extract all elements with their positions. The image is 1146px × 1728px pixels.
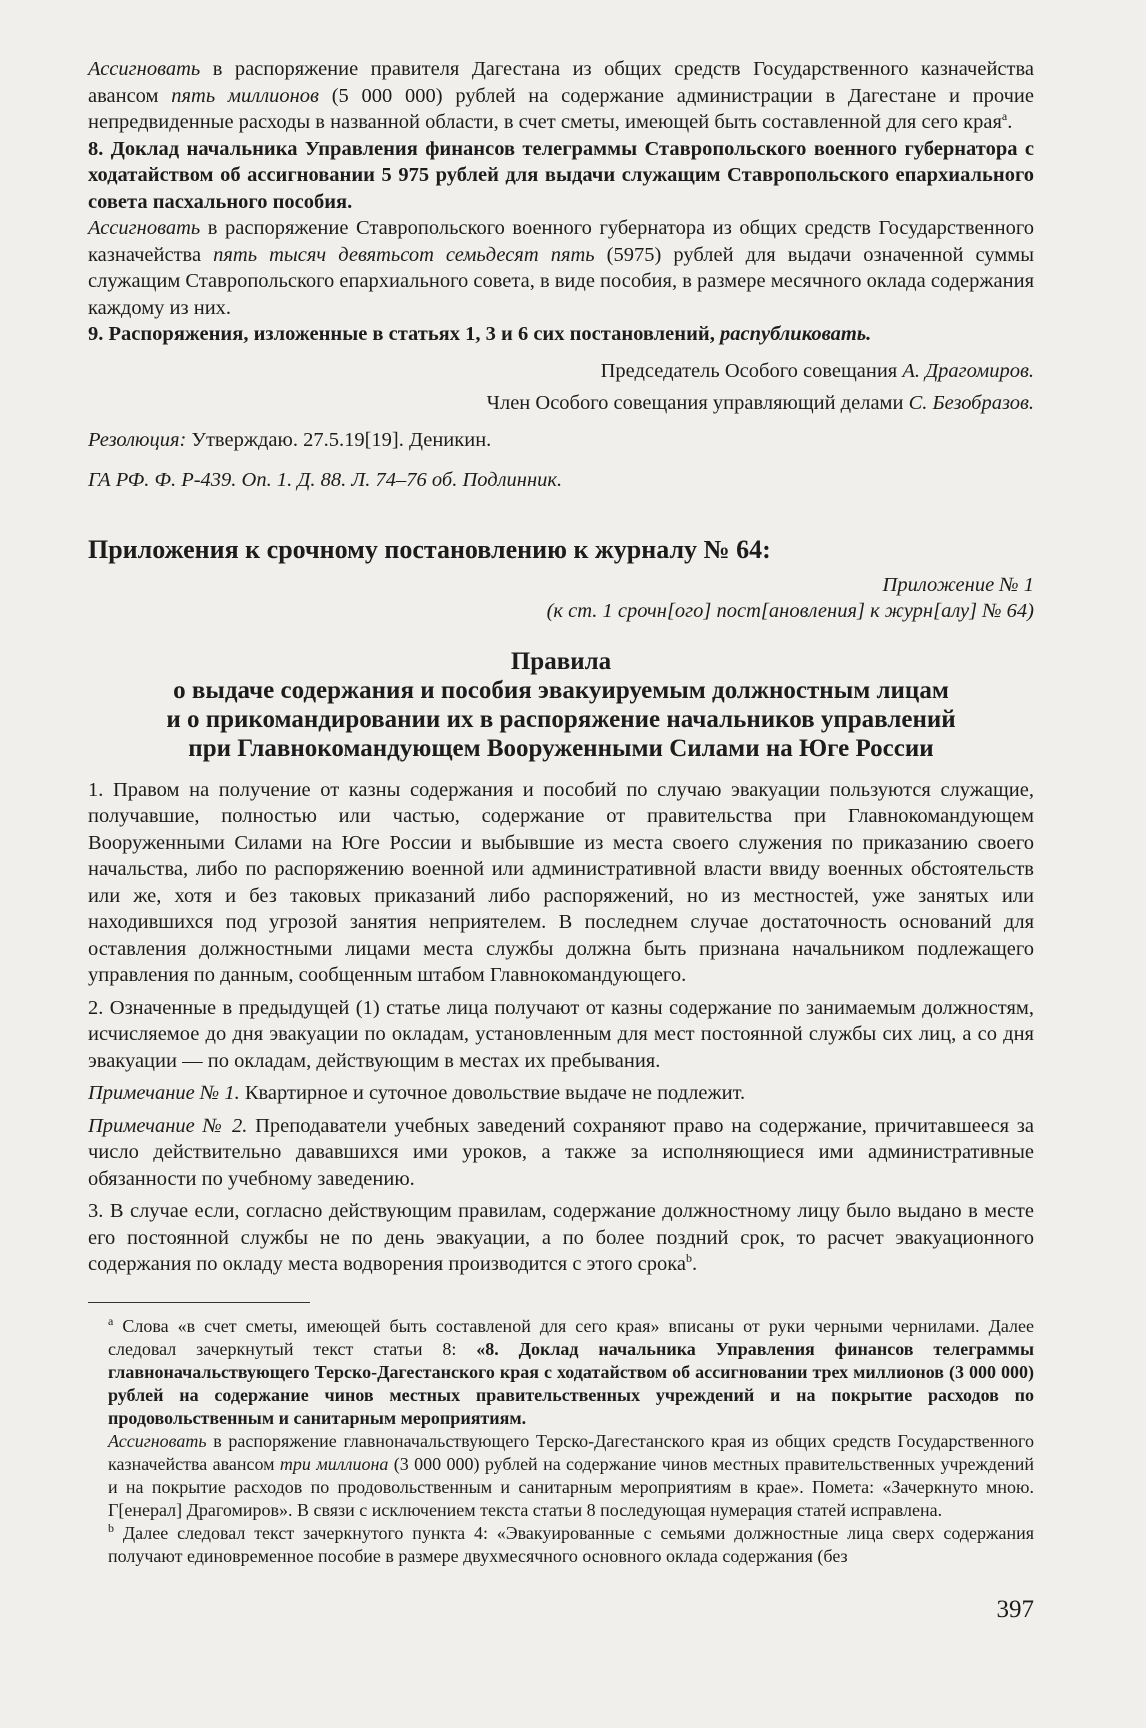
page-number: 397 — [996, 1596, 1034, 1623]
appendix-label: Приложение № 1 — [882, 573, 1034, 596]
footnote-b: $^b$ Далее следовал текст зачеркнутого пункта 4: «Эвакуированные с семьями должностные лица сверх содержания получают единовременное пособие в размере двухмесячного основного оклада содержания (без — [108, 1520, 1034, 1566]
rules-title: Правила о выдаче содержания и пособия эвакуируемым должностным лицам и о прикомандировании их в распоряжение начальников управлений при Главнокомандующем Вооруженными Силами на Юге России — [166, 647, 956, 762]
footnote-a-continued: Ассигновать в распоряжение главноначальствующего Терско-Дагестанского края из общих средств Государственного казначейства авансом три миллиона (3 000 000) рублей на содержание чинов местных правительственных учреждений и на покрытие расходов по продовольственным и санитарным мероприятиям в крае». Помета: «Зачеркнуто мною. Г[енерал] Драгомиров». В связи с исключением текста статьи 8 последующая нумерация статей исправлена. — [108, 1430, 1034, 1520]
signature-member: Член Особого совещания управляющий делами С. Безобразов. — [486, 392, 1034, 414]
document-body — [88, 56, 1034, 1568]
rule-1: 1. Правом на получение от казны содержания и пособий по случаю эвакуации пользуются служащие, получавшие, полностью или частью, содержание от правительства при Главнокомандующем Вооруженными Силами на Юге России и выбывшие из места своего служения по приказанию своего начальства, либо по распоряжению военной или административной власти ввиду военных обстоятельств или же, хотя и без таковых приказаний либо распоряжений, но из местностей, уже занятых или находившихся под угрозой занятия неприятелем. В последнем случае достаточность оснований для оставления должностными лицами места службы должна быть признана начальником подлежащего управления по данным, сообщенным штабом Главнокомандующего. — [88, 778, 1034, 986]
archive-reference: ГА РФ. Ф. Р-439. Оп. 1. Д. 88. Л. 74–76 об. Подлинник. — [88, 469, 563, 491]
footnote-mark-b: b — [685, 1251, 692, 1266]
item-8-heading: 8. Доклад начальника Управления финансов телеграммы Ставропольского военного губернатора с ходатайством об ассигновании 5 975 рублей для выдачи служащим Ставропольского епархиального совета пасхального пособия. — [88, 137, 1034, 213]
appendix-heading: Приложения к срочному постановлению к журналу № 64: — [88, 534, 771, 564]
resolution: Резолюция: Утверждаю. 27.5.19[19]. Деникин. — [88, 428, 492, 451]
appendix-reference: (к ст. 1 срочн[ого] пост[ановления] к журн[алу] № 64) — [546, 600, 1034, 622]
footnote-separator — [88, 1302, 310, 1303]
note-2: Примечание № 2. Преподаватели учебных заведений сохраняют право на содержание, причитавшееся за число действительно дававшихся ими уроков, а также за исполняющиеся ими административные обязанности по учебному заведению. — [88, 1114, 1035, 1190]
footnote-mark-a: a — [1001, 109, 1008, 124]
item-8-assignment: Ассигновать в распоряжение Ставропольского военного губернатора из общих средств Государственного казначейства пять тысяч девятьсот семьдесят пять (5975) рублей для выдачи означенной суммы служащим Ставропольского епархиального совета, в виде пособия, в размере месячного оклада содержания каждому из них. — [88, 217, 1035, 319]
note-1: Примечание № 1. Квартирное и суточное довольствие выдаче не подлежит. — [88, 1082, 746, 1104]
item-9: 9. Распоряжения, изложенные в статьях 1, 3 и 6 сих постановлений, распубликовать. — [88, 323, 872, 345]
signature-chairman: Председатель Особого совещания А. Драгомиров. — [600, 359, 1034, 382]
rule-2: 2. Означенные в предыдущей (1) статье лица получают от казны содержание по занимаемым должностям, исчисляемое до дня эвакуации по окладам, установленным для мест постоянной службы сих лиц, а со дня эвакуации — по окладам, действующим в местах их пребывания. — [88, 996, 1034, 1072]
paragraph-dagestan-assignment: Ассигновать в распоряжение правителя Дагестана из общих средств Государственного казначейства авансом пять миллионов (5 000 000) рублей на содержание администрации в Дагестане и прочие непредвиденные расходы в названной области, в счет сметы, имеющей быть составленной для сего края$^a$. — [88, 58, 1034, 133]
rule-3: 3. В случае если, согласно действующим правилам, содержание должностному лицу было выдано в месте его постоянной службы не по день эвакуации, а по более поздний срок, то расчет эвакуационного содержания по окладу места водворения производится с этого срока$^b$. — [88, 1200, 1034, 1275]
footnote-a: $^a$ Слова «в счет сметы, имеющей быть составленой для сего края» вписаны от руки черными чернилами. Далее следовал зачеркнутый текст статьи 8: «8. Доклад начальника Управления финансов телеграммы главноначальствующего Терско-Дагестанского края с ходатайством об ассигновании трех миллионов (3 000 000) рублей на содержание чинов местных правительственных учреждений и на покрытие расходов по продовольственным и санитарным мероприятиям. — [108, 1313, 1034, 1428]
